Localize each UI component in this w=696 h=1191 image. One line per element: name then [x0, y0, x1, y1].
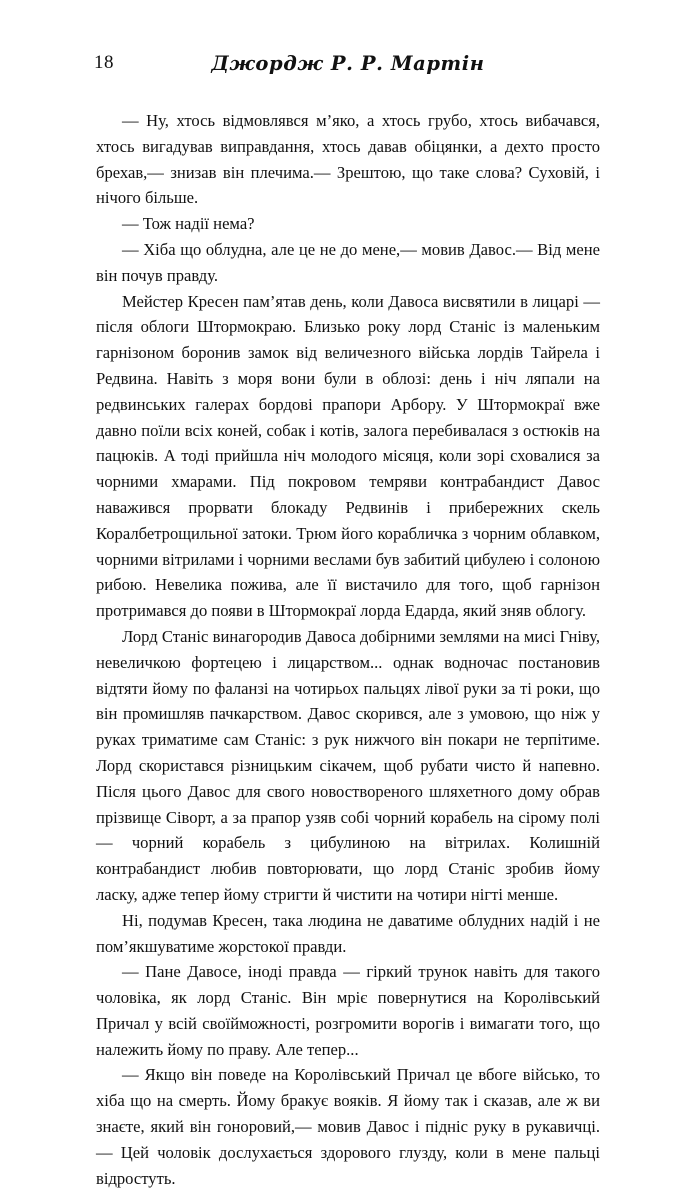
paragraph: — Ну, хтось відмовлявся м’яко, а хтось грубо, хтось вибачався, хтось вигадував виправдання, хтось давав обіцянки, а дехто просто брехав,— знизав він плечима.— Зрештою, що таке слова? Суховій, і нічого більше.	[96, 111, 600, 208]
paragraph: Ні, подумав Кресен, така людина не даватиме облудних надій і не пом’якшуватиме жорстокої правди.	[96, 910, 600, 956]
paragraph: — Якщо він поведе на Королівський Причал це вбоге військо, то хіба що на смерть. Йому бракує вояків. Я йому так і сказав, але ж ви знаєте, який він гоноровий,— мовив Давос і підніс руку в рукавичці.— Цей чоловік дослухається здорового глузду, коли в мене пальці відростуть.	[96, 1065, 600, 1188]
paragraph: Лорд Станіс винагородив Давоса добірними землями на мисі Гніву, невеличкою фортецею і лицарством... однак водночас постановив відтяти йому по фаланзі на чотирьох пальцях лівої руки за ті роки, що він промишляв пачкарством. Давос скорився, але з умовою, що ніж у руках триматиме сам Станіс: з рук нижчого він покари не терпітиме. Лорд скористався різницьким сікачем, щоб рубати чисто й напевно. Після цього Давос для свого новоствореного шляхетного дому обрав прізвище Сіворт, а за прапор узяв собі чорний корабель на сірому полі — чорний корабель з цибулиною на вітрилах. Колишній контрабандист любив повторювати, що лорд Станіс зробив йому ласку, адже тепер йому стригти й чистити на чотири нігті менше.	[96, 626, 600, 904]
page-number: 18	[94, 52, 114, 73]
running-title: Джордж Р. Р. Мартін	[211, 52, 485, 75]
paragraph: — Хіба що облудна, але це не до мене,— мовив Давос.— Від мене він почув правду.	[96, 239, 600, 285]
body-text	[96, 108, 600, 1191]
paragraph: — Пане Давосе, іноді правда — гіркий трунок навіть для такого чоловіка, як лорд Станіс. Він мріє повернутися на Королівський Причал у всій своїйможності, розгромити ворогів і вимагати того, що належить йому по праву. Але тепер...	[96, 962, 600, 1059]
page-header	[0, 52, 696, 82]
paragraph: — Тож надії нема?	[122, 214, 255, 234]
paragraph: Мейстер Кресен пам’ятав день, коли Давоса висвятили в лицарі — після облоги Штормокраю. Близько року лорд Станіс із маленьким гарнізоном боронив замок від величезного війська лордів Тайрела і Редвина. Навіть з моря вони були в облозі: день і ніч ляпали на редвинських галерах бордові прапори Арбору. У Штормокраї вже давно поїли всіх коней, собак і котів, залога перебивалася з остюків на пацюків. А тоді прийшла ніч молодого місяця, коли зорі сховалися за чорними хмарами. Під покровом темряви контрабандист Давос наважився прорвати блокаду Редвинів і прибережних скель Коралбетрощильної затоки. Трюм його корабличка з чорним облавком, чорними вітрилами і чорними веслами був забитий цибулею і солоною рибою. Невелика пожива, але її вистачило для того, щоб гарнізон протримався до появи в Штормокраї лорда Едарда, який зняв облогу.	[96, 291, 600, 621]
